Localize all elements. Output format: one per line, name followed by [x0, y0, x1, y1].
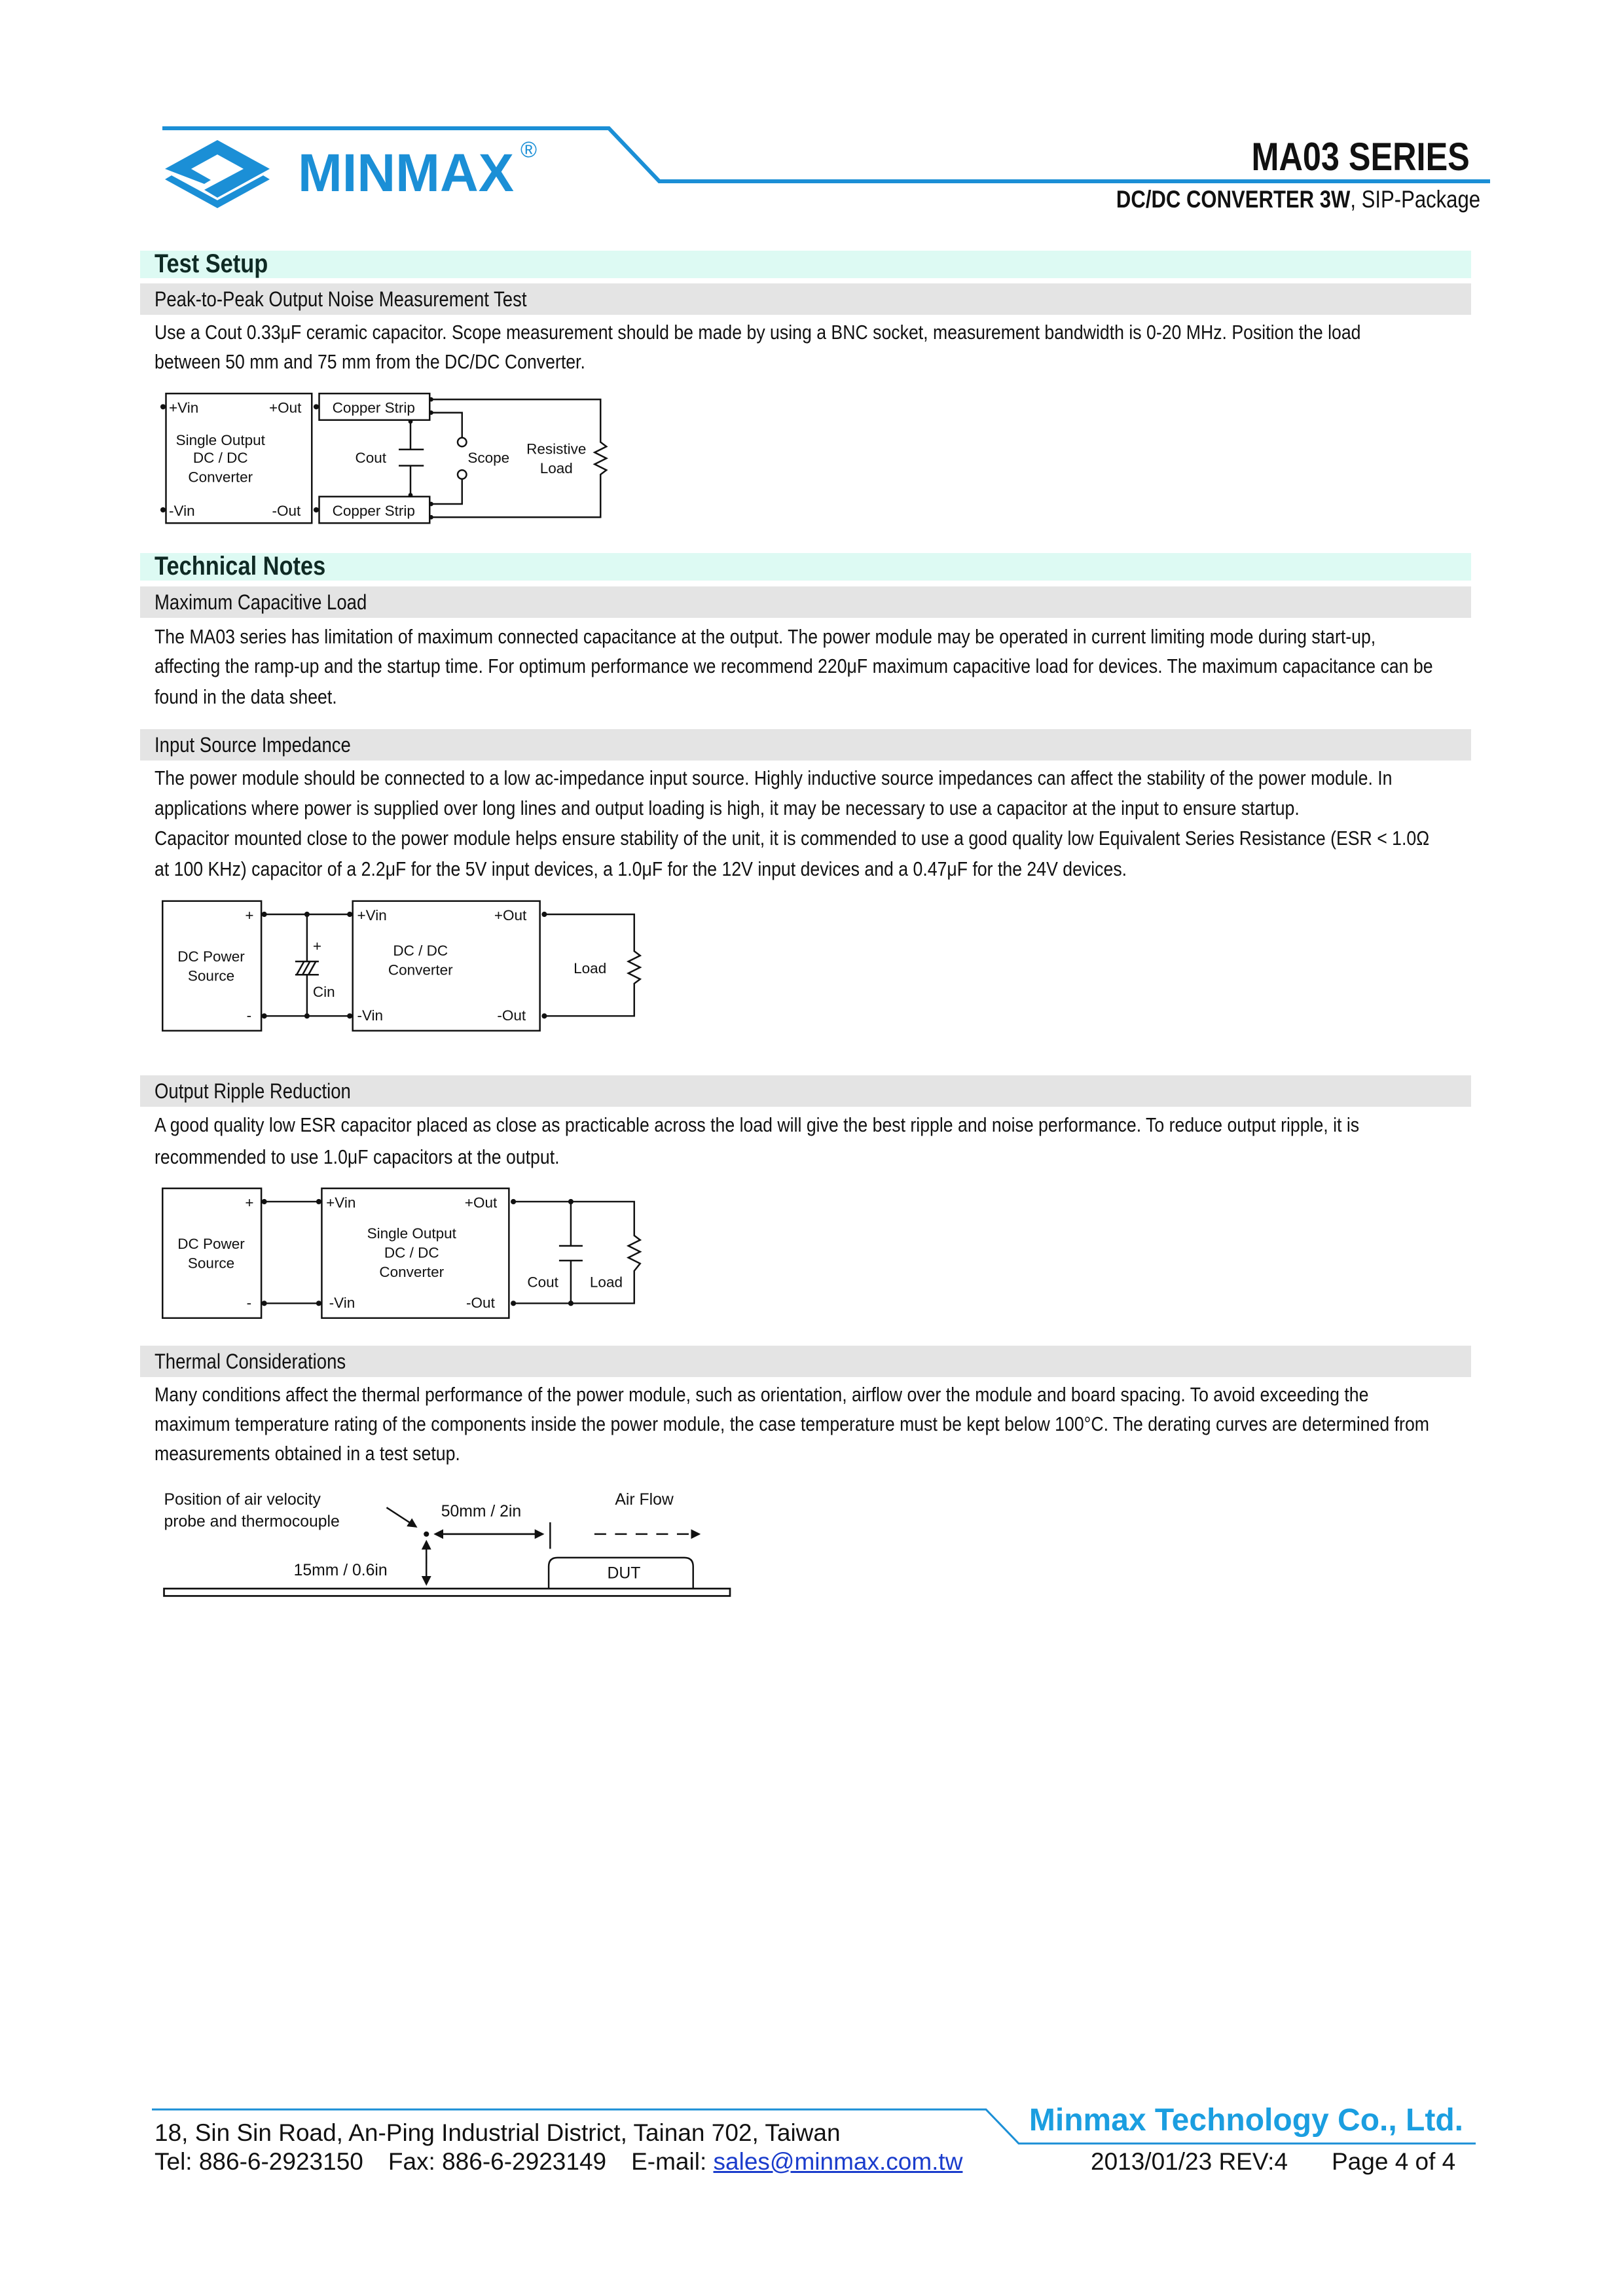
- converter-label: Converter: [379, 1263, 445, 1280]
- label-vout-minus: -Out: [272, 503, 301, 519]
- paragraph-line: recommended to use 1.0μF capacitors at the output.: [155, 1145, 560, 1168]
- source-label: Source: [187, 967, 235, 984]
- footer-email-label: E-mail:: [631, 2148, 714, 2175]
- section-test-setup: [140, 251, 1471, 278]
- footer-address: 18, Sin Sin Road, An-Ping Industrial District, Tainan 702, Taiwan: [155, 2119, 841, 2146]
- logo-text: MINMAX: [298, 143, 514, 203]
- converter-label: DC / DC: [384, 1244, 439, 1261]
- subsection-title: Thermal Considerations: [155, 1350, 346, 1373]
- label-vout-plus: +Out: [464, 1194, 498, 1211]
- plus-label: +: [245, 1194, 254, 1211]
- paragraph-line: measurements obtained in a test setup.: [155, 1442, 460, 1465]
- section-technical-notes: [140, 553, 1471, 581]
- series-title: MA03 SERIES: [1251, 135, 1470, 179]
- label-vin-plus: +Vin: [169, 399, 199, 416]
- company-name: Minmax Technology Co., Ltd.: [1029, 2103, 1463, 2138]
- load-label: Load: [589, 1274, 623, 1291]
- thermal-setup-diagram: [155, 1477, 736, 1605]
- scope-label: Scope: [467, 450, 510, 466]
- cout-label: Cout: [527, 1274, 558, 1291]
- subsection-title: Peak-to-Peak Output Noise Measurement Test: [155, 287, 527, 311]
- subsection-output-ripple: [140, 1075, 1471, 1107]
- product-subtitle: [1116, 186, 1480, 213]
- label-vout-plus: +Out: [494, 906, 527, 924]
- cin-plus-label: +: [312, 938, 322, 955]
- dut-label: DUT: [607, 1564, 641, 1583]
- converter-label: DC / DC: [192, 450, 248, 466]
- revision-date: 2013/01/23 REV:4: [1091, 2148, 1288, 2175]
- paragraph-line: The power module should be connected to a low ac-impedance input source. Highly inductive source impedances can affect the stability of the power module. In: [155, 766, 1393, 789]
- load-label: Load: [539, 459, 573, 476]
- label-vin-plus: +Vin: [357, 906, 387, 924]
- probe-label: Position of air velocity: [164, 1490, 321, 1509]
- label-vin-plus: +Vin: [326, 1194, 356, 1211]
- subsection-title: Input Source Impedance: [155, 733, 351, 757]
- minus-label: -: [246, 1007, 252, 1024]
- input-impedance-diagram: [155, 892, 647, 1037]
- paragraph-line: maximum temperature rating of the components inside the power module, the case temperature must be kept below 100°C. The derating curves are determined from: [155, 1412, 1429, 1435]
- paragraph-line: Use a Cout 0.33μF ceramic capacitor. Scope measurement should be made by using a BNC socket, measurement bandwidth is 0-20 MHz. Position the load: [155, 321, 1361, 344]
- distance-label: 50mm / 2in: [441, 1502, 522, 1520]
- label-vout-plus: +Out: [269, 399, 302, 416]
- subsection-thermal: [140, 1346, 1471, 1377]
- paragraph-line: between 50 mm and 75 mm from the DC/DC Converter.: [155, 350, 585, 373]
- section-title: Technical Notes: [155, 552, 326, 581]
- converter-label: Converter: [188, 469, 253, 486]
- minus-label: -: [246, 1295, 252, 1312]
- probe-label: probe and thermocouple: [164, 1513, 340, 1531]
- converter-label: DC / DC: [393, 942, 448, 959]
- converter-label: Single Output: [367, 1225, 456, 1242]
- label-vout-minus: -Out: [497, 1007, 526, 1024]
- converter-label: Single Output: [175, 432, 265, 448]
- plus-label: +: [245, 906, 254, 924]
- registered-mark: ®: [520, 137, 538, 162]
- footer-contact: [155, 2148, 962, 2176]
- subsection-input-impedance: [140, 729, 1471, 761]
- paragraph-line: found in the data sheet.: [155, 685, 337, 708]
- page-number: Page 4 of 4: [1332, 2148, 1456, 2175]
- subtitle-rest: , SIP-Package: [1350, 186, 1480, 213]
- paragraph-line: A good quality low ESR capacitor placed as close as practicable across the load will give the best ripple and noise performance. To reduce output ripple, it is: [155, 1113, 1360, 1136]
- footer-fax: Fax: 886-6-2923149: [388, 2148, 607, 2175]
- email-link[interactable]: sales@minmax.com.tw: [713, 2148, 963, 2175]
- paragraph-line: The MA03 series has limitation of maximum connected capacitance at the output. The power module may be operated in current limiting mode during start-up,: [155, 625, 1376, 648]
- label-vin-minus: -Vin: [329, 1295, 356, 1312]
- label-vin-minus: -Vin: [357, 1007, 384, 1024]
- label-vout-minus: -Out: [466, 1295, 495, 1312]
- copper-strip-label: Copper Strip: [332, 503, 415, 519]
- load-label: Load: [574, 960, 607, 977]
- copper-strip-label: Copper Strip: [332, 399, 415, 416]
- label-vin-minus: -Vin: [169, 503, 195, 519]
- subsection-title: Maximum Capacitive Load: [155, 590, 367, 614]
- output-ripple-diagram: [155, 1179, 647, 1324]
- source-label: DC Power: [177, 948, 245, 965]
- minmax-logo-icon: [165, 140, 270, 208]
- cin-label: Cin: [312, 984, 335, 1001]
- subsection-title: Output Ripple Reduction: [155, 1079, 351, 1103]
- load-label: Resistive: [526, 440, 587, 457]
- airflow-label: Air Flow: [615, 1490, 674, 1509]
- section-title: Test Setup: [155, 249, 268, 278]
- subtitle-bold: DC/DC CONVERTER 3W: [1116, 186, 1351, 213]
- converter-label: Converter: [388, 961, 453, 978]
- subsection-max-cap: [140, 586, 1471, 618]
- paragraph-line: Capacitor mounted close to the power module helps ensure stability of the unit, it is commended to use a good quality low Equivalent Series Resistance (ESR < 1.0Ω: [155, 827, 1430, 850]
- paragraph-line: Many conditions affect the thermal performance of the power module, such as orientation, airflow over the module and board spacing. To avoid exceeding the: [155, 1383, 1369, 1406]
- subsection-noise-test: [140, 283, 1471, 315]
- height-label: 15mm / 0.6in: [293, 1561, 388, 1579]
- noise-test-diagram: [155, 386, 613, 528]
- paragraph-line: affecting the ramp-up and the startup time. For optimum performance we recommend 220μF maximum capacitive load for devices. The maximum capacitance can be: [155, 655, 1433, 677]
- cout-label: Cout: [355, 450, 387, 466]
- source-label: Source: [187, 1255, 235, 1272]
- source-label: DC Power: [177, 1235, 245, 1252]
- paragraph-line: applications where power is supplied over long lines and output loading is high, it may be necessary to use a capacitor at the input to ensure startup.: [155, 797, 1300, 819]
- footer-tel: Tel: 886-6-2923150: [155, 2148, 363, 2175]
- paragraph-line: at 100 KHz) capacitor of a 2.2μF for the 5V input devices, a 1.0μF for the 12V input devices and a 0.47μF for the 24V devices.: [155, 857, 1127, 880]
